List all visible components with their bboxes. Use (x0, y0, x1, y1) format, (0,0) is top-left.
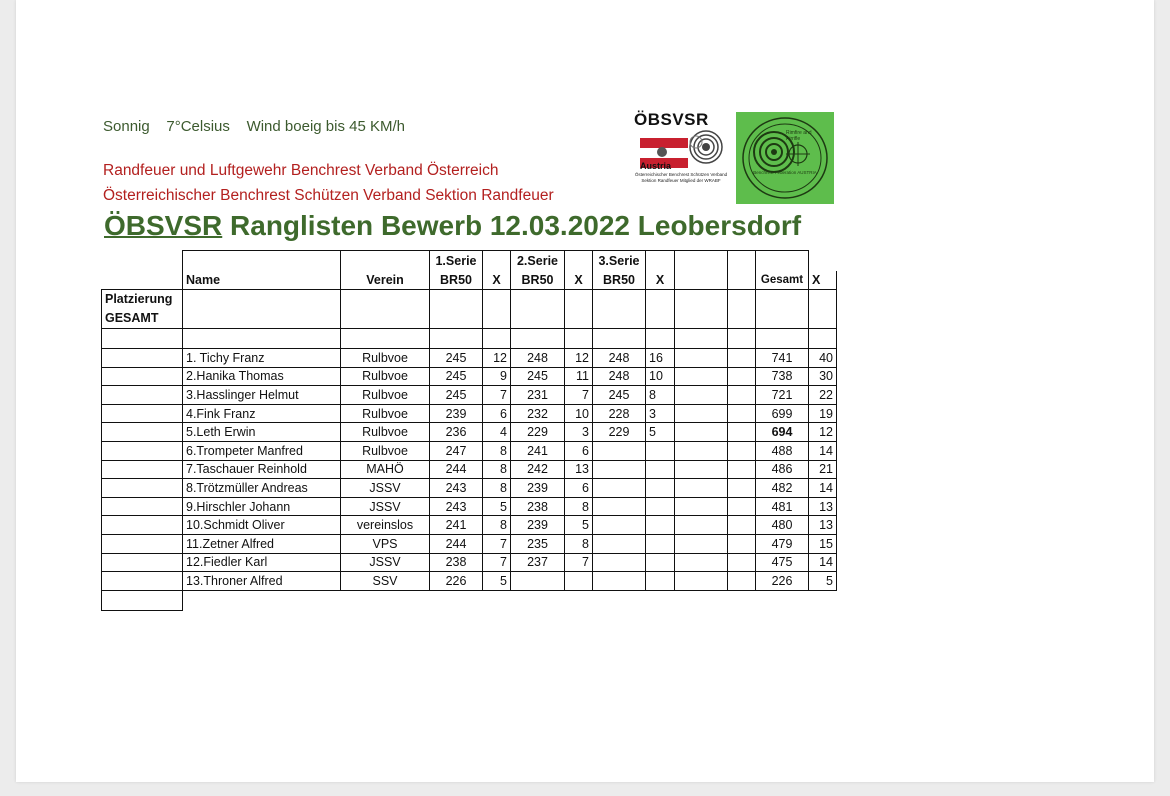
serie1-cell: 244 (430, 534, 483, 553)
serie3-cell (593, 479, 646, 498)
empty-cell (728, 386, 756, 405)
header-platzierung (102, 290, 183, 329)
header-x-2: X (565, 271, 593, 290)
serie1-cell: 236 (430, 423, 483, 442)
verein-cell: vereinslos (341, 516, 430, 535)
serie2-cell: 231 (511, 386, 565, 405)
header-serie1: 1.Serie (430, 251, 483, 271)
logo2-top-text: Rimfire and Airrifle (786, 130, 812, 142)
x-total-cell: 14 (809, 553, 837, 572)
empty-cell (675, 367, 728, 386)
serie1-cell: 239 (430, 404, 483, 423)
gesamt-cell: 738 (756, 367, 809, 386)
serie3-cell (593, 516, 646, 535)
x-total-cell: 14 (809, 479, 837, 498)
gesamt-cell: 694 (756, 423, 809, 442)
empty-cell (728, 404, 756, 423)
x3-cell: 3 (646, 404, 675, 423)
x1-cell: 8 (483, 516, 511, 535)
serie3-cell (593, 497, 646, 516)
x1-cell: 8 (483, 441, 511, 460)
gesamt-cell: 226 (756, 572, 809, 591)
x1-cell: 8 (483, 479, 511, 498)
logo-text: Österreichischer Benchrest Schützen Verband Sektion Randfeuer Mitglied der WRABF (634, 172, 728, 183)
empty-cell (483, 590, 511, 610)
header-row-2 (102, 271, 837, 290)
name-cell: 8.Trötzmüller Andreas (183, 479, 341, 498)
table-row (102, 404, 837, 423)
empty-cell (675, 516, 728, 535)
verein-cell: Rulbvoe (341, 423, 430, 442)
serie3-cell (593, 460, 646, 479)
table-row (102, 553, 837, 572)
x2-cell: 13 (565, 460, 593, 479)
empty-cell (728, 479, 756, 498)
x2-cell (565, 572, 593, 591)
x-total-cell: 12 (809, 423, 837, 442)
serie1-cell: 243 (430, 497, 483, 516)
gesamt-cell: 475 (756, 553, 809, 572)
verein-cell: Rulbvoe (341, 367, 430, 386)
x3-cell: 16 (646, 349, 675, 368)
x3-cell (646, 497, 675, 516)
serie3-cell: 228 (593, 404, 646, 423)
empty-cell (511, 590, 565, 610)
verein-cell: SSV (341, 572, 430, 591)
platz-cell (102, 572, 183, 591)
gesamt-cell: 699 (756, 404, 809, 423)
empty-cell (728, 572, 756, 591)
empty-cell (183, 590, 341, 610)
header-x-1: X (483, 271, 511, 290)
header-serie3: 3.Serie (593, 251, 646, 271)
header-br50-3: BR50 (593, 271, 646, 290)
table-row (102, 349, 837, 368)
serie1-cell: 226 (430, 572, 483, 591)
header-serie2: 2.Serie (511, 251, 565, 271)
empty-cell (675, 590, 728, 610)
x3-cell (646, 572, 675, 591)
name-cell: 10.Schmidt Oliver (183, 516, 341, 535)
empty-cell (341, 590, 430, 610)
empty-cell (728, 590, 756, 610)
name-cell: 12.Fiedler Karl (183, 553, 341, 572)
x3-cell (646, 479, 675, 498)
x3-cell: 5 (646, 423, 675, 442)
platz-cell (102, 553, 183, 572)
table-row (102, 479, 837, 498)
x3-cell (646, 460, 675, 479)
x2-cell: 10 (565, 404, 593, 423)
header-x-3: X (646, 271, 675, 290)
name-cell: 13.Throner Alfred (183, 572, 341, 591)
header-verein: Verein (341, 271, 430, 290)
header-br50-1: BR50 (430, 271, 483, 290)
platz-cell (102, 460, 183, 479)
serie3-cell: 229 (593, 423, 646, 442)
x1-cell: 4 (483, 423, 511, 442)
serie2-cell: 239 (511, 479, 565, 498)
gesamt-cell: 482 (756, 479, 809, 498)
serie3-cell (593, 553, 646, 572)
x3-cell: 10 (646, 367, 675, 386)
x2-cell: 7 (565, 386, 593, 405)
empty-cell (675, 423, 728, 442)
verein-cell: JSSV (341, 479, 430, 498)
empty-cell (756, 590, 809, 610)
platz-cell (102, 479, 183, 498)
empty-cell (430, 590, 483, 610)
gesamt-cell: 721 (756, 386, 809, 405)
serie1-cell: 245 (430, 386, 483, 405)
x3-cell (646, 441, 675, 460)
x1-cell: 12 (483, 349, 511, 368)
empty-cell (728, 553, 756, 572)
empty-cell (728, 534, 756, 553)
empty-cell (728, 367, 756, 386)
verein-cell: JSSV (341, 553, 430, 572)
x3-cell (646, 553, 675, 572)
x1-cell: 5 (483, 497, 511, 516)
serie1-cell: 245 (430, 349, 483, 368)
gesamt-cell: 479 (756, 534, 809, 553)
verein-cell: Rulbvoe (341, 349, 430, 368)
header-name: Name (183, 271, 341, 290)
header-platzierung-line2: GESAMT (105, 311, 159, 325)
x3-cell (646, 534, 675, 553)
serie1-cell: 247 (430, 441, 483, 460)
gesamt-cell: 741 (756, 349, 809, 368)
serie1-cell: 243 (430, 479, 483, 498)
serie2-cell: 237 (511, 553, 565, 572)
logo-country: Austria (640, 161, 672, 171)
x3-cell (646, 516, 675, 535)
x1-cell: 7 (483, 386, 511, 405)
empty-cell (675, 404, 728, 423)
empty-cell (675, 479, 728, 498)
title-prefix: ÖBSVSR (104, 210, 223, 241)
platz-cell (102, 423, 183, 442)
x2-cell: 5 (565, 516, 593, 535)
empty-cell (593, 590, 646, 610)
page-title (104, 210, 801, 242)
name-cell: 1. Tichy Franz (183, 349, 341, 368)
serie2-cell: 241 (511, 441, 565, 460)
platz-cell (102, 441, 183, 460)
name-cell: 6.Trompeter Manfred (183, 441, 341, 460)
name-cell: 2.Hanika Thomas (183, 367, 341, 386)
verein-cell: Rulbvoe (341, 404, 430, 423)
table-row (102, 534, 837, 553)
serie1-cell: 241 (430, 516, 483, 535)
name-cell: 7.Taschauer Reinhold (183, 460, 341, 479)
table-row (102, 460, 837, 479)
x1-cell: 7 (483, 553, 511, 572)
x1-cell: 5 (483, 572, 511, 591)
gesamt-cell: 481 (756, 497, 809, 516)
table-row (102, 516, 837, 535)
header-platzierung-line1: Platzierung (105, 292, 173, 306)
serie2-cell (511, 572, 565, 591)
x-total-cell: 5 (809, 572, 837, 591)
empty-cell (565, 590, 593, 610)
empty-cell (675, 460, 728, 479)
name-cell: 9.Hirschler Johann (183, 497, 341, 516)
header-row-3 (102, 290, 837, 329)
x1-cell: 9 (483, 367, 511, 386)
logo-title: ÖBSVSR (634, 110, 709, 129)
x-total-cell: 40 (809, 349, 837, 368)
serie2-cell: 239 (511, 516, 565, 535)
table-row (102, 572, 837, 591)
serie2-cell: 248 (511, 349, 565, 368)
table-row (102, 386, 837, 405)
table-row (102, 423, 837, 442)
name-cell: 3.Hasslinger Helmut (183, 386, 341, 405)
x1-cell: 6 (483, 404, 511, 423)
title-rest: Ranglisten Bewerb 12.03.2022 Leobersdorf (222, 210, 802, 241)
empty-cell (728, 460, 756, 479)
x2-cell: 3 (565, 423, 593, 442)
x2-cell: 6 (565, 479, 593, 498)
verein-cell: VPS (341, 534, 430, 553)
weather-line: Sonnig 7°Celsius Wind boeig bis 45 KM/h (103, 118, 405, 135)
x2-cell: 6 (565, 441, 593, 460)
results-table (101, 250, 837, 611)
x2-cell: 8 (565, 497, 593, 516)
header-gesamt: Gesamt (756, 271, 809, 290)
association-line-2: Österreichischer Benchrest Schützen Verband Sektion Randfeuer (103, 187, 554, 204)
x2-cell: 7 (565, 553, 593, 572)
name-cell: 11.Zetner Alfred (183, 534, 341, 553)
header-row-1 (102, 251, 837, 271)
serie2-cell: 245 (511, 367, 565, 386)
platz-cell (102, 404, 183, 423)
x2-cell: 11 (565, 367, 593, 386)
gesamt-cell: 488 (756, 441, 809, 460)
empty-cell (728, 516, 756, 535)
x-total-cell: 13 (809, 516, 837, 535)
serie2-cell: 235 (511, 534, 565, 553)
document-page (16, 0, 1154, 782)
empty-cell (646, 590, 675, 610)
logo2-bottom-text: Benchrest Federation AUSTRIA (753, 170, 817, 175)
x1-cell: 7 (483, 534, 511, 553)
serie1-cell: 244 (430, 460, 483, 479)
name-cell: 4.Fink Franz (183, 404, 341, 423)
empty-cell (728, 441, 756, 460)
trailing-row (102, 590, 837, 610)
empty-cell (728, 423, 756, 442)
serie1-cell: 245 (430, 367, 483, 386)
gesamt-cell: 486 (756, 460, 809, 479)
platz-cell (102, 534, 183, 553)
serie3-cell: 248 (593, 367, 646, 386)
serie2-cell: 242 (511, 460, 565, 479)
empty-cell (675, 553, 728, 572)
empty-cell (675, 441, 728, 460)
serie3-cell (593, 534, 646, 553)
obsvsr-logo (632, 110, 730, 204)
spacer-row (102, 329, 837, 349)
platz-cell (102, 386, 183, 405)
gesamt-cell: 480 (756, 516, 809, 535)
x-total-cell: 22 (809, 386, 837, 405)
rimfire-federation-logo (736, 112, 834, 204)
x-total-cell: 21 (809, 460, 837, 479)
x1-cell: 8 (483, 460, 511, 479)
table-row (102, 441, 837, 460)
serie3-cell: 248 (593, 349, 646, 368)
empty-cell (675, 497, 728, 516)
platz-cell (102, 349, 183, 368)
verein-cell: JSSV (341, 497, 430, 516)
empty-cell (675, 349, 728, 368)
trailing-cell (102, 590, 183, 610)
table-row (102, 367, 837, 386)
x2-cell: 8 (565, 534, 593, 553)
platz-cell (102, 497, 183, 516)
serie2-cell: 232 (511, 404, 565, 423)
x-total-cell: 13 (809, 497, 837, 516)
header-x-total: X (809, 271, 837, 290)
verein-cell: Rulbvoe (341, 386, 430, 405)
table-row (102, 497, 837, 516)
x2-cell: 12 (565, 349, 593, 368)
name-cell: 5.Leth Erwin (183, 423, 341, 442)
empty-cell (675, 534, 728, 553)
serie3-cell (593, 572, 646, 591)
x-total-cell: 30 (809, 367, 837, 386)
serie2-cell: 229 (511, 423, 565, 442)
x-total-cell: 19 (809, 404, 837, 423)
association-line-1: Randfeuer und Luftgewehr Benchrest Verband Österreich (103, 162, 499, 179)
verein-cell: MAHÖ (341, 460, 430, 479)
empty-cell (728, 497, 756, 516)
x-total-cell: 15 (809, 534, 837, 553)
header-br50-2: BR50 (511, 271, 565, 290)
empty-cell (675, 386, 728, 405)
target-rings-icon (736, 112, 834, 204)
serie3-cell (593, 441, 646, 460)
serie2-cell: 238 (511, 497, 565, 516)
platz-cell (102, 367, 183, 386)
empty-cell (675, 572, 728, 591)
platz-cell (102, 516, 183, 535)
x-total-cell: 14 (809, 441, 837, 460)
empty-cell (728, 349, 756, 368)
serie3-cell: 245 (593, 386, 646, 405)
empty-cell (809, 590, 837, 610)
verein-cell: Rulbvoe (341, 441, 430, 460)
serie1-cell: 238 (430, 553, 483, 572)
x3-cell: 8 (646, 386, 675, 405)
